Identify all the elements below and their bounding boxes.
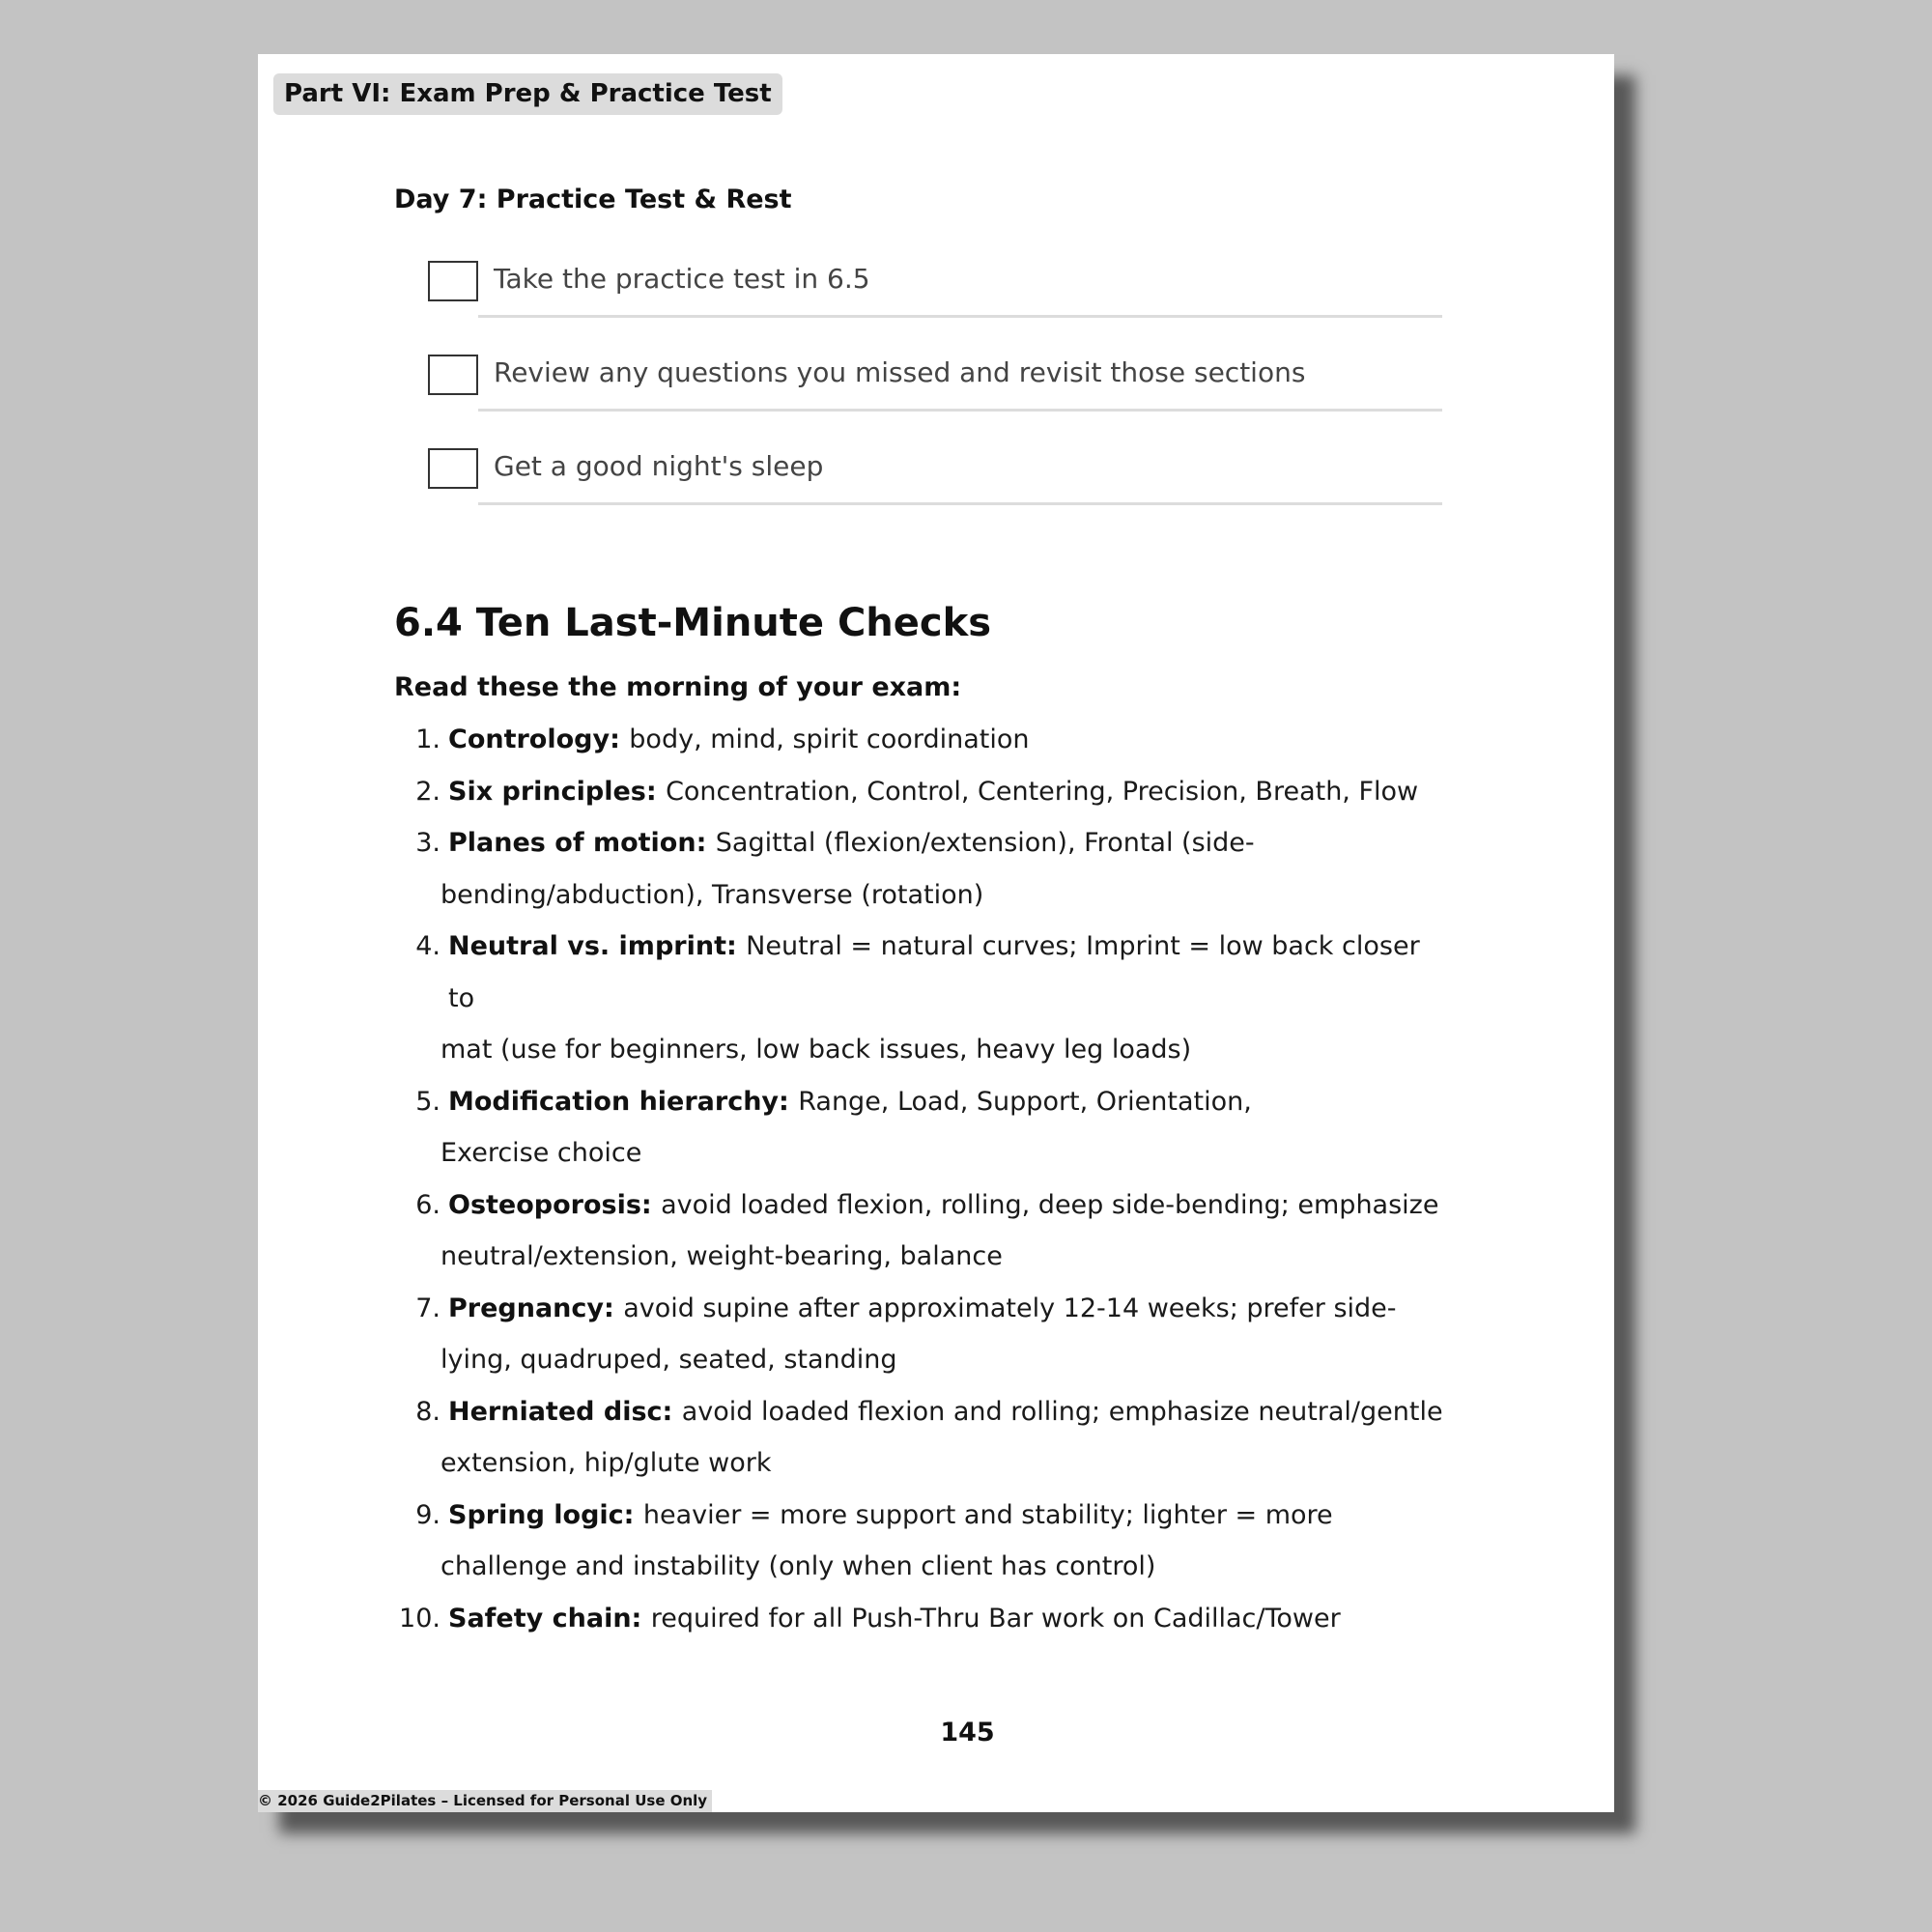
divider [478, 315, 1442, 318]
day-heading: Day 7: Practice Test & Rest [394, 185, 792, 214]
list-number: 7. [415, 1293, 440, 1323]
list-term: Herniated disc: [448, 1396, 682, 1427]
list-number: 2. [415, 776, 440, 807]
list-term: Safety chain: [448, 1603, 651, 1634]
page-number: 145 [940, 1718, 995, 1747]
list-text: Range, Load, Support, Orientation, [798, 1086, 1252, 1117]
list-number: 5. [415, 1086, 440, 1117]
list-text-continued: challenge and instability (only when client has control) [440, 1551, 1156, 1581]
checklist-item [428, 448, 1394, 506]
list-text: heavier = more support and stability; lighter = more [642, 1499, 1333, 1530]
list-text-continued: lying, quadruped, seated, standing [440, 1345, 897, 1375]
list-term: Pregnancy: [448, 1293, 624, 1323]
checks-list [394, 714, 1505, 1644]
list-text-continued: neutral/extension, weight-bearing, balance [440, 1241, 1003, 1271]
list-item [394, 714, 1448, 766]
section-intro: Read these the morning of your exam: [394, 672, 962, 702]
list-number: 4. [415, 931, 440, 961]
list-term: Modification hierarchy: [448, 1086, 799, 1117]
list-number: 10. [399, 1603, 440, 1634]
list-number: 1. [415, 724, 440, 754]
section-heading: 6.4 Ten Last-Minute Checks [394, 601, 992, 645]
list-text: Neutral = natural curves; Imprint = low back closer to [448, 931, 1420, 1013]
checkbox[interactable] [428, 448, 478, 489]
list-item [394, 1283, 1448, 1386]
list-item [394, 1076, 1448, 1179]
list-text: avoid loaded flexion, rolling, deep side-bending; emphasize [661, 1189, 1439, 1220]
checklist-item [428, 355, 1394, 412]
list-term: Spring logic: [448, 1499, 643, 1530]
list-number: 3. [415, 828, 440, 858]
list-text: Sagittal (flexion/extension), Frontal (side- [715, 828, 1255, 858]
list-number: 8. [415, 1396, 440, 1427]
list-term: Osteoporosis: [448, 1189, 662, 1220]
list-text: required for all Push-Thru Bar work on Cadillac/Tower [650, 1603, 1341, 1634]
list-text: body, mind, spirit coordination [629, 724, 1030, 754]
checklist-item-label: Review any questions you missed and revisit those sections [494, 356, 1306, 388]
list-term: Planes of motion: [448, 828, 716, 858]
list-text: avoid supine after approximately 12-14 weeks; prefer side- [623, 1293, 1397, 1323]
part-label: Part VI: Exam Prep & Practice Test [273, 73, 782, 115]
list-item [394, 1593, 1448, 1645]
divider [478, 409, 1442, 412]
list-item [394, 1179, 1448, 1283]
list-item [394, 766, 1448, 818]
list-item [394, 1386, 1448, 1490]
checkbox[interactable] [428, 261, 478, 301]
list-text: Concentration, Control, Centering, Precision, Breath, Flow [666, 776, 1419, 807]
checkbox[interactable] [428, 355, 478, 395]
list-number: 9. [415, 1499, 440, 1530]
list-text-continued: Exercise choice [440, 1138, 642, 1168]
checklist-item-label: Get a good night's sleep [494, 450, 824, 482]
checklist-item [428, 261, 1394, 319]
list-term: Neutral vs. imprint: [448, 931, 747, 961]
list-text-continued: extension, hip/glute work [440, 1448, 772, 1478]
list-text-continued: bending/abduction), Transverse (rotation) [440, 879, 984, 910]
divider [478, 502, 1442, 505]
list-item [394, 817, 1448, 921]
list-text-continued: mat (use for beginners, low back issues, heavy leg loads) [440, 1035, 1192, 1065]
list-item [394, 1490, 1448, 1593]
list-term: Contrology: [448, 724, 630, 754]
list-text: avoid loaded flexion and rolling; emphasize neutral/gentle [681, 1396, 1443, 1427]
list-term: Six principles: [448, 776, 667, 807]
document-page [258, 54, 1614, 1812]
checklist-item-label: Take the practice test in 6.5 [494, 263, 870, 295]
list-item [394, 921, 1448, 1076]
list-number: 6. [415, 1189, 440, 1220]
copyright-notice: © 2026 Guide2Pilates – Licensed for Personal Use Only [258, 1790, 712, 1812]
